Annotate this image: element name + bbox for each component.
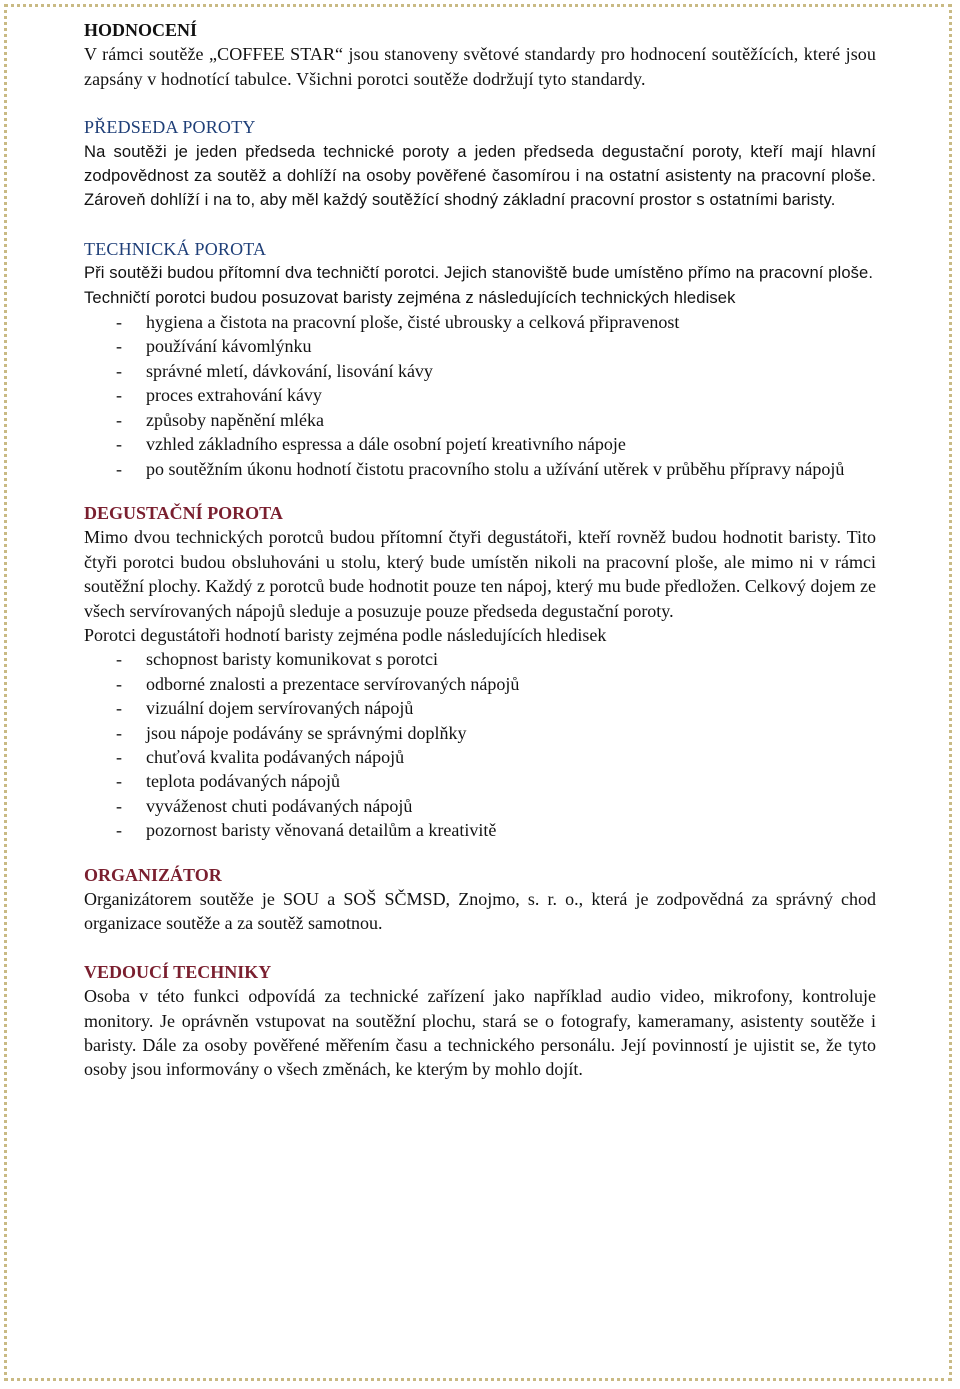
list-item: - správné mletí, dávkování, lisování kávy — [116, 360, 433, 381]
heading-degustacni: DEGUSTAČNÍ POROTA — [84, 502, 283, 523]
text-organizator: Organizátorem soutěže je SOU a SOŠ SČMSD, Znojmo, s. r. o., která je zodpovědná za správný chod organizace soutěže a za soutěž samotnou. — [84, 889, 876, 934]
text-technicka-intro: Techničtí porotci budou posuzovat baristy zejména z následujících technických hledisek — [84, 287, 736, 307]
list-item: - proces extrahování kávy — [116, 385, 322, 406]
text-hodnoceni: V rámci soutěže „COFFEE STAR“ jsou stanoveny světové standardy pro hodnocení soutěžících, které jsou zapsány v hodnotící tabulce. Všichni porotci soutěže dodržují tyto standardy. — [84, 44, 876, 89]
heading-organizator: ORGANIZÁTOR — [84, 864, 222, 885]
list-item: - vyváženost chuti podávaných nápojů — [116, 795, 413, 816]
text-technicka: Při soutěži budou přítomní dva techničtí porotci. Jejich stanoviště bude umístěno přímo na pracovní ploše. — [84, 263, 874, 283]
list-item: - vizuální dojem servírovaných nápojů — [116, 698, 414, 719]
list-technicka — [84, 310, 876, 481]
heading-hodnoceni: HODNOCENÍ — [84, 20, 198, 40]
list-item: - po soutěžním úkonu hodnotí čistotu pracovního stolu a užívání utěrek v průběhu přípravy nápojů — [116, 458, 845, 479]
list-item: - způsoby napěnění mléka — [116, 409, 324, 430]
heading-vedouci: VEDOUCÍ TECHNIKY — [84, 961, 272, 982]
list-item: - používání kávomlýnku — [116, 336, 312, 357]
list-item: - pozornost baristy věnovaná detailům a kreativitě — [116, 820, 497, 841]
list-item: - odborné znalosti a prezentace servírovaných nápojů — [116, 673, 520, 694]
list-item: - vzhled základního espressa a dále osobní pojetí kreativního nápoje — [116, 434, 626, 455]
list-item: - jsou nápoje podávány se správnými doplňky — [116, 722, 467, 743]
list-item: - schopnost baristy komunikovat s porotci — [116, 649, 438, 670]
list-item: - teplota podávaných nápojů — [116, 771, 340, 792]
list-item: - hygiena a čistota na pracovní ploše, čisté ubrousky a celková připravenost — [116, 312, 680, 333]
text-degustacni: Mimo dvou technických porotců budou přítomní čtyři degustátoři, kteří rovněž budou hodnotit baristy. Tito čtyři porotci budou obsluhováni u stolu, který bude umístěn nikoli na pracovní ploše, ale mimo ni v rámci soutěžní plochy. Každý z porotců bude hodnotit pouze ten nápoj, který mu bude předložen. Celkový dojem ze všech servírovaných nápojů sleduje a posuzuje pouze předseda degustační poroty. — [84, 527, 876, 621]
list-item: - chuťová kvalita podávaných nápojů — [116, 746, 405, 767]
document-body — [84, 18, 876, 1082]
text-degustacni-intro: Porotci degustátoři hodnotí baristy zejména podle následujících hledisek — [84, 624, 607, 645]
heading-predseda: PŘEDSEDA POROTY — [84, 117, 256, 138]
text-predseda: Na soutěži je jeden předseda technické poroty a jeden předseda degustační poroty, kteří mají hlavní zodpovědnost za soutěž a dohlíží na osoby pověřené časomírou i na ostatní asistenty na pracovní ploše. Zároveň dohlíží i na to, aby měl každý soutěžící shodný základní pracovní prostor s ostatními baristy. — [84, 141, 876, 210]
text-vedouci: Osoba v této funkci odpovídá za technické zařízení jako například audio video, mikrofony, kontroluje monitory. Je oprávněn vstupovat na soutěžní plochu, stará se o fotografy, kameramany, asistenty soutěže i baristy. Dále za osoby pověřené měřením času a technického personálu. Její povinností je ujistit se, že tyto osoby jsou informovány o všech změnách, ke kterým by mohlo dojít. — [84, 986, 876, 1080]
list-degustacni — [84, 647, 876, 842]
heading-technicka: TECHNICKÁ POROTA — [84, 238, 267, 259]
